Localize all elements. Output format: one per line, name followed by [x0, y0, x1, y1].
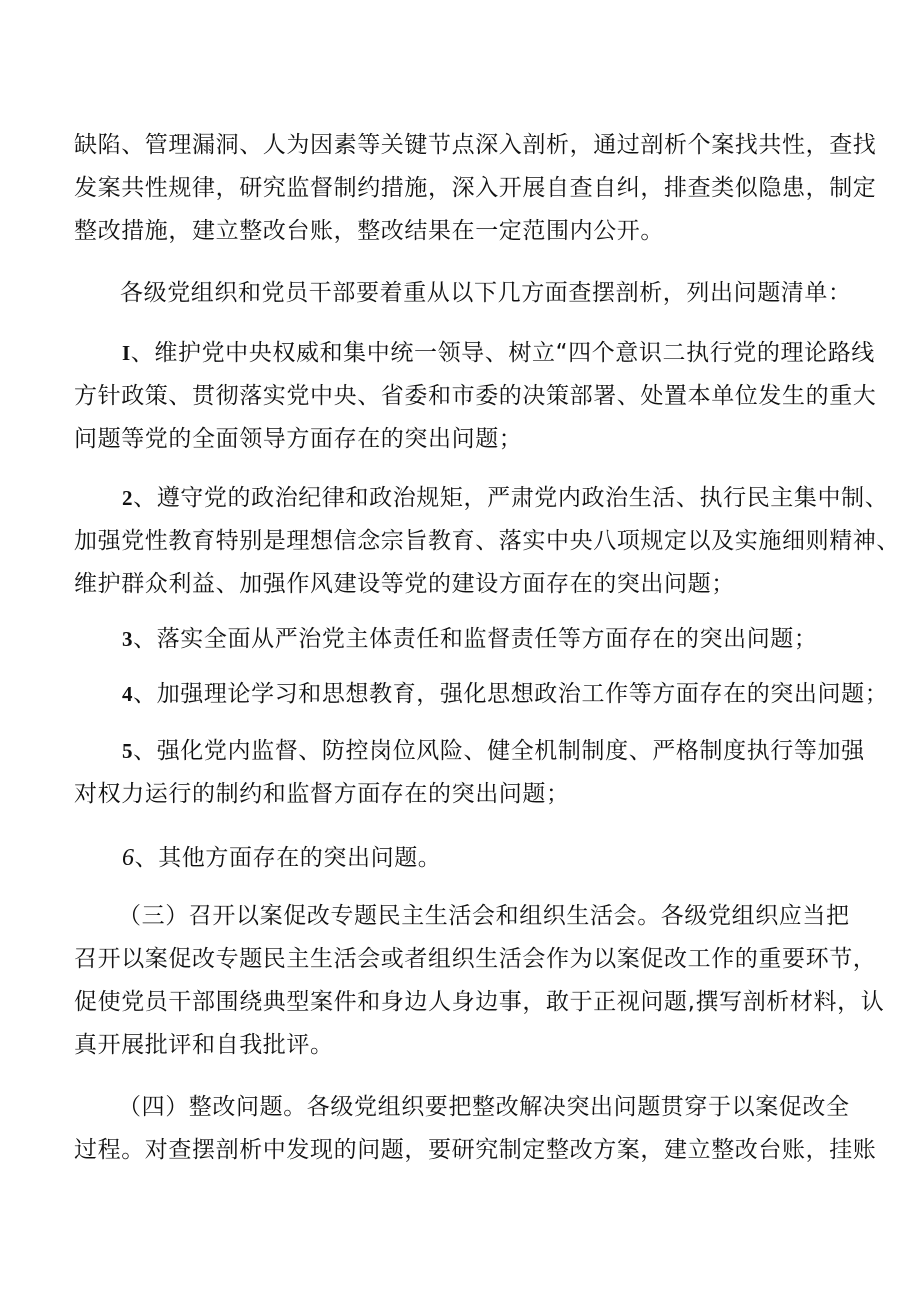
list-item-line: 3、落实全面从严治党主体责任和监督责任等方面存在的突出问题； — [122, 626, 818, 652]
list-item-line: 方针政策、贯彻落实党中央、省委和市委的决策部署、处置本单位发生的重大 — [74, 383, 877, 409]
list-item-line: 对权力运行的制约和监督方面存在的突出问题； — [74, 781, 570, 807]
list-number: 4 — [122, 682, 134, 706]
list-item-line: 问题等党的全面领导方面存在的突出问题； — [74, 426, 523, 452]
list-number: 3 — [122, 627, 134, 651]
list-item-line: 4、加强理论学习和思想教育，强化思想政治工作等方面存在的突出问题； — [122, 681, 889, 707]
paragraph-line: 发案共性规律，研究监督制约措施，深入开展自查自纠，排查类似隐患，制定 — [74, 175, 877, 201]
list-number: 6 — [122, 845, 135, 871]
paragraph-line: 过程。对查摆剖析中发现的问题，要研究制定整改方案，建立整改台账，挂账 — [74, 1137, 877, 1163]
paragraph-line: 促使党员干部围绕典型案件和身边人身边事，敢于正视问题,撰写剖析材料，认 — [74, 989, 885, 1015]
list-item-line: 维护群众利益、加强作风建设等党的建设方面存在的突出问题； — [74, 571, 735, 597]
paragraph-line: 召开以案促改专题民主生活会或者组织生活会作为以案促改工作的重要环节， — [74, 946, 877, 972]
list-item-line: 加强党性教育特别是理想信念宗旨教育、落实中央八项规定以及实施细则精神、 — [74, 528, 900, 554]
paragraph-line: 各级党组织和党员干部要着重从以下几方面查摆剖析，列出问题清单： — [120, 280, 852, 306]
paragraph-line: （四）整改问题。各级党组织要把整改解决突出问题贯穿于以案促改全 — [118, 1094, 850, 1120]
list-number: 5 — [122, 739, 134, 763]
paragraph-line: 整改措施，建立整改台账，整改结果在一定范围内公开。 — [74, 218, 664, 244]
list-item-line: 6、其他方面存在的突出问题。 — [122, 845, 442, 871]
paragraph-line: （三）召开以案促改专题民主生活会和组织生活会。各级党组织应当把 — [118, 903, 850, 929]
paragraph-line: 真开展批评和自我批评。 — [74, 1032, 334, 1058]
paragraph-line: 缺陷、管理漏洞、人为因素等关键节点深入剖析，通过剖析个案找共性，查找 — [74, 132, 877, 158]
list-number: I — [122, 341, 131, 365]
list-number: 2 — [122, 486, 134, 510]
list-item-line: 5、强化党内监督、防控岗位风险、健全机制制度、严格制度执行等加强 — [122, 738, 865, 764]
list-item-line: 2、遵守党的政治纪律和政治规矩，严肃党内政治生活、执行民主集中制、 — [122, 485, 889, 511]
list-item-line: I、维护党中央权威和集中统一领导、树立“四个意识二执行党的理论路线 — [122, 340, 875, 366]
